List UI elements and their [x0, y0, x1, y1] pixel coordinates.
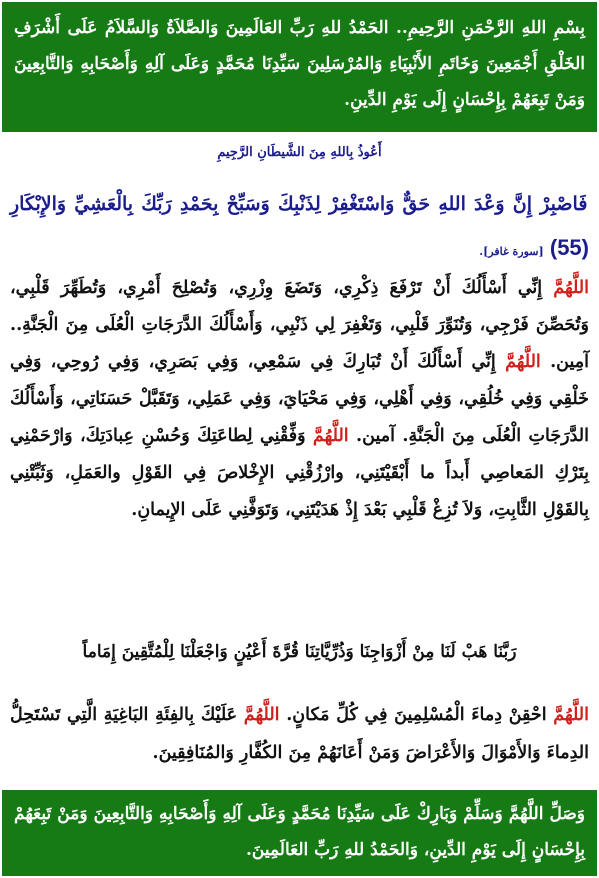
dua-closing [10, 696, 589, 772]
quran-verse [10, 182, 589, 274]
header-text: بِسْمِ اللهِ الرَّحْمَنِ الرَّحِيمِ.. الحَمْدُ للهِ رَبِّ العَالَمِينَ وَالصَّلاَةُ وَالسَّلاَمُ عَلَى أَشْرَفِ الخَلْقِ أَجْمَعِينَ وَخَاتَمِ الأَنْبِيَاءِ وَالمُرْسَلِينَ سَيِّدِنَا مُحَمَّدٍ وَعَلَى آلِهِ وَأَصْحَابِهِ وَالتَّابِعِينَ وَمَنْ تَبِعَهُمْ بِإِحْسَانٍ إِلَى يَوْمِ الدِّينِ. [14, 18, 585, 110]
verse-text: فَاصْبِرْ إِنَّ وَعْدَ اللهِ حَقٌّ وَاسْتَغْفِرْ لِذَنْبِكَ وَسَبِّحْ بِحَمْدِ رَبِّكَ بِالْعَشِيِّ وَالإِبْكَارِ [10, 193, 588, 215]
dua-body [10, 270, 589, 529]
dua-part-3: وَفِّقْنِي لِطاعَتِكَ وَحُسْنِ عِبادَتِكَ، وَارْحَمْنِي بِتَرْكِ المَعاصِي أَبداً ما أَبْقَيْتَنِي، وارْزُقْنِي الإِخْلاصَ فِي القَوْلِ والعَمَلِ، وَثَبِّتْنِي بِالقَوْلِ الثَّابِتِ، وَلاَ تُزِغْ قَلْبِي بَعْدَ إِذْ هَدَيْتَنِي، وَتَوَفَّنِي عَلَى الإِيمانِ. [10, 426, 589, 520]
allahumma-2: اللَّهُمَّ [495, 352, 541, 372]
allahumma-5: اللَّهُمَّ [237, 705, 280, 725]
allahumma-4: اللَّهُمَّ [546, 705, 589, 725]
dua-part-1: إِنِّي أَسْأَلُكَ أَنْ تَرْفَعَ ذِكْرِي، وَتَضَعَ وِزْرِي، وَتُصْلِحَ أَمْرِي، وَتُطَهِّرَ قَلْبِي، وَتُحَصِّنَ فَرْجِي، وَتُنَوِّرَ قَلْبِي، وَتَغْفِرَ لِي ذَنْبِي، وَأَسْأَلُكَ الدَّرَجَاتِ الْعُلَى مِنَ الْجَنَّةِ.. آمِين. [10, 278, 590, 372]
rabbana-verse: رَبَّنَا هَبْ لَنَا مِنْ أَزْوَاجِنَا وَذُرِّيَّاتِنَا قُرَّةَ أَعْيُنٍ وَاجْعَلْنَا لِلْمُتَّقِينَ إِمَاماً [82, 642, 517, 662]
verse-number: (55) [543, 235, 589, 260]
allahumma-3: اللَّهُمَّ [305, 426, 349, 446]
allahumma-1: اللَّهُمَّ [542, 278, 590, 298]
dua-part-2: إِنِّي أَسْأَلُكَ أَنْ تُبَارِكَ فِي سَمْعِي، وَفِي بَصَرِي، وَفِي رُوحِي، وَفِي خَلْقِي وَفِي خُلُقِي، وَفِي أَهْلِي، وَفِي مَحْيَايَ، وَفِي عَمَلِي، وَتَقَبَّلْ حَسَنَاتِي، وَأَسْأَلُكَ الدَّرَجَاتِ الْعُلَى مِنَ الْجَنَّةِ. آمين. [10, 352, 590, 446]
closing-part-1: احْقِنْ دِماءَ الْمُسْلِمِينَ فِي كُلِّ مَكانٍ. [279, 705, 547, 725]
verse-reference: [سورة غافر]. [479, 245, 544, 258]
isti-adha: أَعُوذُ بِاللهِ مِنَ الشَّيطَانِ الرَّجِيمِ [217, 145, 382, 160]
header-banner [2, 2, 597, 132]
closing-part-2: عَلَيْكَ بِالفِئَةِ البَاغِيَةِ الَّتِي تَسْتَحِلُّ الدِماءَ وَالأَمْوَالَ وَالأَعْرَاضَ وَمَنْ أَعَانَهُمْ مِنَ الكُفَّارِ وَالمُنَافِقِينَ. [10, 705, 589, 763]
footer-text: وَصَلِّ اللَّهُمَّ وَسَلِّمْ وَبَارِكْ عَلَى سَيِّدِنَا مُحَمَّدٍ وَعَلَى آلِهِ وَأَصْحَابِهِ وَالتَّابِعِينَ وَمَنْ تَبِعَهُمْ بِإِحْسَانٍ إِلَى يَوْمِ الدِّينِ، وَالحَمْدُ للهِ رَبِّ العَالَمِينَ. [14, 804, 585, 860]
footer-banner [2, 790, 597, 876]
